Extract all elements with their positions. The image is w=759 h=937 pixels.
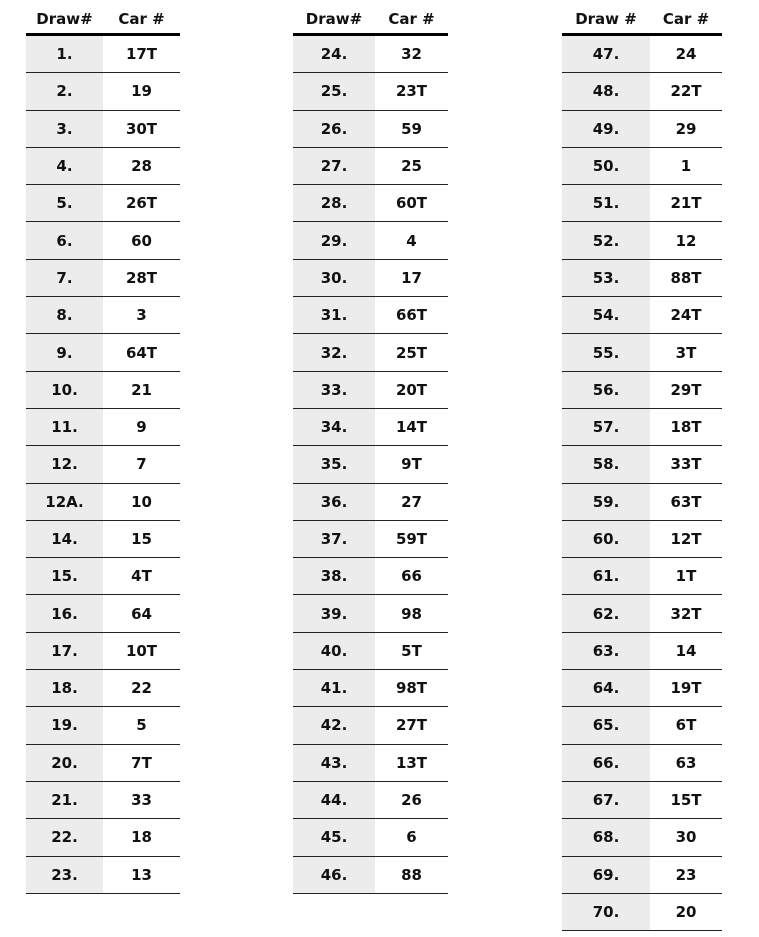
car-number-cell: 30T (125, 119, 158, 138)
draw-number-cell: 66. (562, 745, 650, 781)
table-row (293, 819, 448, 856)
car-number-cell: 12 (675, 231, 697, 250)
draw-number-cell: 26. (293, 111, 375, 147)
table-row (293, 484, 448, 521)
car-number-cell: 64 (131, 604, 152, 623)
draw-number-cell: 47. (562, 36, 650, 72)
draw-number-header: Draw # (575, 9, 637, 28)
table-row (562, 148, 722, 185)
draw-number-cell: 35. (293, 446, 375, 482)
draw-number-cell: 50. (562, 148, 650, 184)
draw-number-cell: 27. (293, 148, 375, 184)
table-row (26, 782, 180, 819)
table-row (293, 857, 448, 894)
table-row (26, 670, 180, 707)
car-number-cell: 28 (131, 157, 152, 176)
car-number-cell: 60 (131, 231, 152, 250)
car-number-cell: 10T (125, 641, 158, 660)
draw-number-cell: 58. (562, 446, 650, 482)
draw-number-cell: 65. (562, 707, 650, 743)
table-row (562, 707, 722, 744)
draw-number-cell: 38. (293, 558, 375, 594)
draw-number-cell: 31. (293, 297, 375, 333)
draw-table-column-3 (562, 4, 722, 931)
car-number-header: Car # (388, 9, 435, 28)
table-row (562, 558, 722, 595)
draw-number-cell: 17. (26, 633, 103, 669)
draw-number-cell: 56. (562, 372, 650, 408)
table-row (26, 297, 180, 334)
car-number-cell: 32T (670, 604, 702, 623)
car-number-cell: 23T (395, 82, 428, 101)
table-row (293, 222, 448, 259)
table-row (293, 111, 448, 148)
car-number-cell: 30 (675, 828, 697, 847)
car-number-cell: 12T (670, 530, 702, 548)
table-row (293, 745, 448, 782)
table-row (562, 819, 722, 856)
table-body (293, 36, 448, 894)
draw-number-cell: 40. (293, 633, 375, 669)
draw-number-cell: 10. (26, 372, 103, 408)
car-number-cell: 29 (675, 119, 697, 138)
draw-number-cell: 15. (26, 558, 103, 594)
car-number-header: Car # (662, 9, 710, 28)
car-number-cell: 33T (670, 455, 702, 474)
car-number-cell: 59T (395, 530, 428, 548)
car-number-cell: 4T (131, 567, 152, 586)
table-row (293, 409, 448, 446)
draw-number-cell: 12A. (26, 484, 103, 520)
table-row (26, 148, 180, 185)
draw-number-cell: 2. (26, 73, 103, 109)
car-number-cell: 28T (125, 268, 158, 287)
table-header (562, 4, 722, 36)
table-row (26, 111, 180, 148)
car-number-cell: 98 (401, 604, 422, 623)
draw-number-cell: 48. (562, 73, 650, 109)
table-row (26, 521, 180, 558)
draw-number-cell: 11. (26, 409, 103, 445)
draw-number-cell: 41. (293, 670, 375, 706)
car-number-cell: 1T (675, 567, 697, 586)
table-row (26, 36, 180, 73)
car-number-cell: 13 (131, 865, 152, 884)
table-row (26, 73, 180, 110)
car-number-cell: 25 (401, 157, 422, 176)
table-row (562, 260, 722, 297)
draw-number-cell: 51. (562, 185, 650, 221)
car-number-cell: 25T (395, 343, 428, 362)
table-row (293, 782, 448, 819)
car-number-cell: 66 (401, 567, 422, 586)
table-body (562, 36, 722, 931)
car-number-cell: 19 (131, 82, 152, 101)
draw-number-cell: 29. (293, 222, 375, 258)
draw-number-cell: 54. (562, 297, 650, 333)
draw-number-cell: 6. (26, 222, 103, 258)
table-row (293, 446, 448, 483)
draw-number-header: Draw# (305, 9, 363, 28)
draw-number-cell: 60. (562, 521, 650, 557)
table-row (293, 595, 448, 632)
draw-number-cell: 61. (562, 558, 650, 594)
draw-number-cell: 25. (293, 73, 375, 109)
table-row (26, 446, 180, 483)
table-row (293, 260, 448, 297)
table-row (562, 521, 722, 558)
car-number-cell: 21 (131, 380, 152, 399)
table-row (562, 745, 722, 782)
car-number-cell: 22 (131, 679, 152, 698)
table-row (26, 372, 180, 409)
table-row (26, 707, 180, 744)
draw-number-header: Draw# (36, 9, 93, 28)
draw-number-cell: 46. (293, 857, 375, 893)
car-number-cell: 17 (401, 268, 422, 287)
table-row (562, 670, 722, 707)
car-number-cell: 22T (670, 82, 702, 101)
table-row (26, 633, 180, 670)
table-row (562, 857, 722, 894)
draw-number-cell: 53. (562, 260, 650, 296)
draw-number-cell: 9. (26, 334, 103, 370)
table-row (26, 819, 180, 856)
car-number-cell: 26 (401, 791, 422, 810)
table-row (562, 334, 722, 371)
car-number-cell: 6 (406, 828, 417, 847)
car-number-cell: 18 (131, 828, 152, 847)
table-row (562, 297, 722, 334)
table-row (26, 558, 180, 595)
table-row (562, 782, 722, 819)
table-row (293, 558, 448, 595)
table-row (562, 595, 722, 632)
car-number-cell: 7 (136, 455, 147, 474)
car-number-cell: 20 (675, 902, 697, 921)
car-number-cell: 13T (395, 753, 428, 772)
car-number-cell: 5 (136, 716, 147, 735)
draw-number-cell: 57. (562, 409, 650, 445)
draw-table-column-1 (26, 4, 180, 894)
draw-number-cell: 68. (562, 819, 650, 855)
car-number-cell: 18T (670, 418, 702, 437)
draw-number-cell: 62. (562, 595, 650, 631)
car-number-cell: 88T (670, 268, 702, 287)
draw-number-cell: 37. (293, 521, 375, 557)
car-number-cell: 60T (395, 194, 428, 213)
car-number-cell: 23 (675, 865, 697, 884)
draw-number-cell: 52. (562, 222, 650, 258)
table-row (26, 484, 180, 521)
draw-table-column-2 (293, 4, 448, 894)
car-number-cell: 4 (406, 231, 417, 250)
car-number-cell: 6T (675, 716, 697, 735)
draw-number-cell: 3. (26, 111, 103, 147)
draw-number-cell: 39. (293, 595, 375, 631)
car-number-cell: 9 (136, 418, 147, 437)
draw-number-cell: 63. (562, 633, 650, 669)
car-number-header: Car # (118, 9, 165, 28)
draw-number-cell: 1. (26, 36, 103, 72)
table-row (293, 372, 448, 409)
car-number-cell: 33 (131, 791, 152, 810)
table-row (26, 222, 180, 259)
draw-number-cell: 20. (26, 745, 103, 781)
draw-number-cell: 55. (562, 334, 650, 370)
car-number-cell: 15 (131, 530, 152, 548)
draw-number-cell: 8. (26, 297, 103, 333)
table-row (293, 73, 448, 110)
draw-number-cell: 23. (26, 857, 103, 893)
table-row (26, 857, 180, 894)
table-row (293, 334, 448, 371)
table-body (26, 36, 180, 894)
car-number-cell: 21T (670, 194, 702, 213)
car-number-cell: 1 (680, 157, 692, 176)
car-number-cell: 63 (675, 753, 697, 772)
draw-number-cell: 36. (293, 484, 375, 520)
table-row (26, 260, 180, 297)
car-number-cell: 17T (125, 45, 158, 64)
car-number-cell: 3T (675, 343, 697, 362)
car-number-cell: 24 (675, 45, 697, 64)
car-number-cell: 24T (670, 306, 702, 325)
car-number-cell: 3 (136, 306, 147, 325)
table-row (562, 894, 722, 931)
draw-number-cell: 12. (26, 446, 103, 482)
table-row (26, 595, 180, 632)
car-number-cell: 14T (395, 418, 428, 437)
car-number-cell: 19T (670, 679, 702, 698)
car-number-cell: 88 (401, 865, 422, 884)
draw-number-cell: 59. (562, 484, 650, 520)
draw-number-cell: 45. (293, 819, 375, 855)
car-number-cell: 32 (401, 45, 422, 64)
car-number-cell: 63T (670, 492, 702, 511)
table-row (562, 111, 722, 148)
car-number-cell: 7T (131, 753, 152, 772)
table-row (562, 633, 722, 670)
draw-number-cell: 16. (26, 595, 103, 631)
car-number-cell: 27T (395, 716, 428, 735)
table-row (562, 185, 722, 222)
car-number-cell: 27 (401, 492, 422, 511)
draw-number-cell: 19. (26, 707, 103, 743)
table-header (293, 4, 448, 36)
draw-number-cell: 70. (562, 894, 650, 930)
draw-number-cell: 7. (26, 260, 103, 296)
table-row (562, 372, 722, 409)
table-row (562, 73, 722, 110)
table-row (26, 745, 180, 782)
draw-number-cell: 67. (562, 782, 650, 818)
draw-number-cell: 42. (293, 707, 375, 743)
draw-number-cell: 33. (293, 372, 375, 408)
car-number-cell: 29T (670, 380, 702, 399)
table-row (562, 36, 722, 73)
draw-number-cell: 43. (293, 745, 375, 781)
car-number-cell: 20T (395, 380, 428, 399)
draw-number-cell: 44. (293, 782, 375, 818)
table-row (26, 334, 180, 371)
car-number-cell: 14 (675, 641, 697, 660)
draw-number-cell: 5. (26, 185, 103, 221)
table-row (293, 521, 448, 558)
draw-number-cell: 34. (293, 409, 375, 445)
table-row (562, 222, 722, 259)
car-number-cell: 59 (401, 119, 422, 138)
draw-number-cell: 30. (293, 260, 375, 296)
draw-number-cell: 69. (562, 857, 650, 893)
car-number-cell: 66T (395, 306, 428, 325)
table-row (562, 409, 722, 446)
table-row (562, 446, 722, 483)
draw-number-cell: 22. (26, 819, 103, 855)
table-row (293, 670, 448, 707)
car-number-cell: 5T (401, 641, 422, 660)
car-number-cell: 98T (395, 679, 428, 698)
draw-number-cell: 28. (293, 185, 375, 221)
table-row (293, 633, 448, 670)
draw-number-cell: 4. (26, 148, 103, 184)
car-number-cell: 9T (401, 455, 422, 474)
table-header (26, 4, 180, 36)
table-row (293, 707, 448, 744)
car-number-cell: 64T (125, 343, 158, 362)
draw-number-cell: 32. (293, 334, 375, 370)
draw-number-cell: 21. (26, 782, 103, 818)
table-row (293, 297, 448, 334)
table-row (26, 409, 180, 446)
car-number-cell: 10 (131, 492, 152, 511)
table-row (26, 185, 180, 222)
table-row (293, 185, 448, 222)
table-row (562, 484, 722, 521)
draw-number-cell: 49. (562, 111, 650, 147)
draw-number-cell: 24. (293, 36, 375, 72)
draw-number-cell: 14. (26, 521, 103, 557)
table-row (293, 36, 448, 73)
car-number-cell: 15T (670, 791, 702, 810)
table-row (293, 148, 448, 185)
draw-number-cell: 18. (26, 670, 103, 706)
draw-number-cell: 64. (562, 670, 650, 706)
car-number-cell: 26T (125, 194, 158, 213)
